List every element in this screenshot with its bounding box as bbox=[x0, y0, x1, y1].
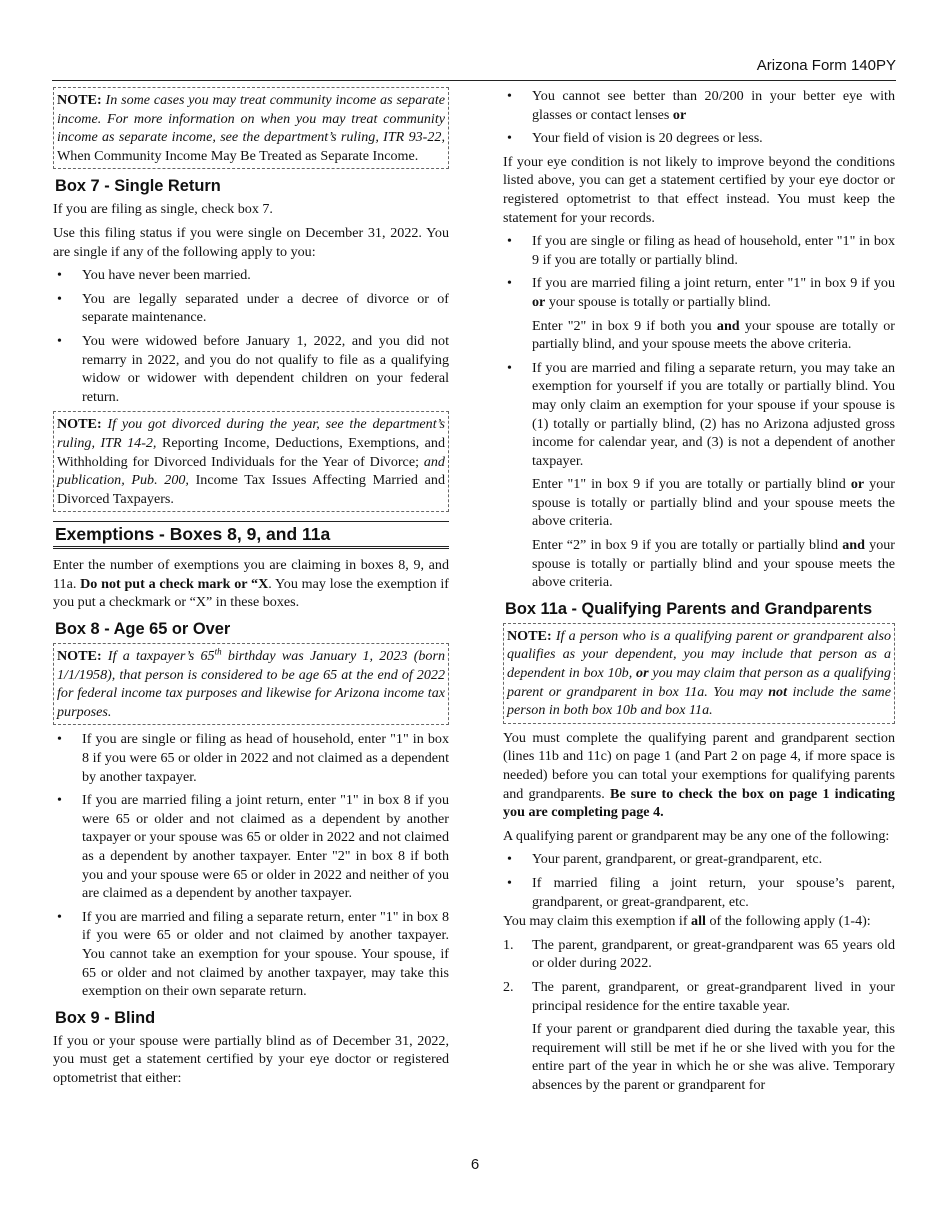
heading-box11a: Box 11a - Qualifying Parents and Grandparents bbox=[505, 599, 873, 618]
list-item-text: Your parent, grandparent, or great-grandparent, etc. bbox=[532, 851, 823, 868]
list-number: 2. bbox=[503, 978, 514, 995]
list-item-text: If you are married and filing a separate return, enter "1" in box 8 if you were 65 or older and not claimed by another taxpayer. You cannot take an exemption for your spouse. Your spouse, if 65 or older and not claimed by another taxpayer, may take this exemption on their own separate return. bbox=[82, 908, 449, 1000]
text: your spouse is totally or partially blind and your spouse meets the above criteria. bbox=[532, 476, 895, 530]
text-bold: and bbox=[716, 317, 740, 334]
list-item-text: You are legally separated under a decree of divorce or of separate maintenance. bbox=[82, 290, 449, 326]
heading-box8: Box 8 - Age 65 or Over bbox=[55, 620, 231, 639]
list-item: • If you are married filing a joint return, enter "1" in box 8 if you were 65 or older and not claimed as a dependent by another taxpayer or your spouse was 65 or older in 2022 and not claimed as a dependent by another taxpayer. Enter "2" in box 8 if both you and your spouse were 65 or older in 2022 and neither of you are claimed as a dependent by another taxpayer. bbox=[57, 792, 449, 902]
left-column bbox=[53, 87, 449, 1093]
page-number: 6 bbox=[470, 1156, 480, 1173]
bullet-list bbox=[53, 266, 449, 406]
paragraph bbox=[503, 729, 895, 822]
sub-paragraph bbox=[503, 475, 895, 531]
list-item bbox=[503, 936, 895, 973]
note-community-income bbox=[53, 87, 449, 169]
text: of the following apply (1-4): bbox=[705, 913, 871, 930]
heading-exemptions: Exemptions - Boxes 8, 9, and 11a bbox=[53, 521, 449, 549]
list-item-text: You have never been married. bbox=[82, 267, 251, 284]
bullet-list bbox=[503, 359, 895, 471]
note-divorce bbox=[53, 411, 449, 512]
list-item: • You are legally separated under a decree of divorce or of separate maintenance. bbox=[57, 290, 449, 326]
paragraph: Use this filing status if you were single on December 31, 2022. You are single if any of the following apply to you: bbox=[53, 224, 449, 260]
form-title: Arizona Form 140PY bbox=[756, 57, 896, 74]
text-bold: or bbox=[672, 106, 687, 123]
page-header bbox=[52, 57, 896, 81]
paragraph: If you or your spouse were partially blind as of December 31, 2022, you must get a statement certified by your eye doctor or registered optometrist that either: bbox=[53, 1032, 449, 1086]
text-bold: and bbox=[842, 537, 865, 554]
note-text: and publication, Pub. 200, bbox=[57, 453, 445, 489]
text: Enter “2” in box 9 if you are totally or partially blind bbox=[532, 537, 843, 554]
list-item-text: If you are married filing a joint return, enter "1" in box 8 if you were 65 or older and not claimed as a dependent by another taxpayer or your spouse was 65 or older in 2022 and not claimed as a dependent by another taxpayer. Enter "2" in box 8 if both you and your spouse were 65 or older in 2022 and neither of you are claimed as a dependent by another taxpayer. bbox=[82, 792, 449, 902]
list-item: • If you are single or filing as head of household, enter "1" in box 9 if you are totally or partially blind. bbox=[507, 233, 895, 268]
list-number: 1. bbox=[503, 936, 514, 953]
note-text: you may claim that person as a qualifying parent or grandparent in box 11a. You may bbox=[507, 665, 891, 700]
note-text-bold: not bbox=[768, 683, 788, 700]
note-end: . bbox=[414, 147, 419, 164]
list-item: • You cannot see better than 20/200 in your better eye with glasses or contact lenses or bbox=[507, 88, 895, 123]
list-item-text: your spouse is totally or partially blind. bbox=[545, 293, 771, 310]
list-item-text: If you are single or filing as head of household, enter "1" in box 8 if you were 65 or older in 2022 and not claimed as a dependent by another taxpayer. bbox=[82, 731, 449, 785]
note-text: If you got divorced during the year, see the department’s ruling, ITR 14-2, bbox=[57, 416, 445, 451]
text: . You may lose the exemption if you put a checkmark or “X” in these boxes. bbox=[53, 575, 450, 611]
note-label: NOTE: bbox=[507, 627, 552, 644]
text-bold: Be sure to check the box on page 1 indicating you are completing page 4. bbox=[503, 785, 895, 821]
paragraph bbox=[53, 556, 449, 612]
sub-paragraph bbox=[503, 317, 895, 354]
list-item-text: If you are single or filing as head of household, enter "1" in box 9 if you are totally or partially blind. bbox=[532, 233, 895, 268]
text: Enter "2" in box 9 if both you bbox=[532, 317, 717, 334]
list-item: • If you are married and filing a separate return, you may take an exemption for yourself if you are totally or partially blind. You may only claim an exemption for your spouse if your spouse is (1) totally or partially blind, (2) has no Arizona adjusted gross income for calendar year, and (3) is not a dependent of another taxpayer. bbox=[507, 359, 895, 469]
sub-paragraph bbox=[503, 536, 895, 592]
paragraph: A qualifying parent or grandparent may be any one of the following: bbox=[503, 827, 890, 844]
note-text: If a taxpayer’s 65 bbox=[107, 648, 215, 665]
list-item: • Your parent, grandparent, or great-grandparent, etc. bbox=[507, 851, 823, 868]
note-text-bold: or bbox=[636, 665, 649, 682]
heading-box7: Box 7 - Single Return bbox=[55, 177, 221, 196]
list-item: • Your field of vision is 20 degrees or less. bbox=[507, 130, 763, 147]
text-bold: or bbox=[850, 476, 865, 493]
note-text: In some cases you may treat community income as separate income. For more information on when you may treat community income as separate income, see the department’s ruling, ITR 93-22, bbox=[57, 92, 445, 146]
list-item-text: You were widowed before January 1, 2022, and you did not remarry in 2022, and you do not qualify to file as a qualifying widow or widower with dependent children on your federal return. bbox=[82, 332, 449, 405]
text: Enter the number of exemptions you are claiming in boxes 8, 9, and 11a. bbox=[53, 557, 449, 592]
note-label: NOTE: bbox=[57, 416, 102, 433]
bullet-list bbox=[503, 850, 895, 911]
list-item: • If you are married filing a joint return, enter "1" in box 9 if you or your spouse is totally or partially blind. bbox=[507, 275, 895, 310]
paragraph: If your eye condition is not likely to improve beyond the conditions listed above, you can get a statement certified by your eye doctor or registered optometrist to that effect instead. You must keep the statement for your records. bbox=[503, 153, 895, 226]
note-text: include the same person in both box 10b and box 11a. bbox=[507, 683, 891, 719]
list-item: • If married filing a joint return, your spouse’s parent, grandparent, or great-grandparent, etc. bbox=[507, 874, 895, 910]
list-item: • You have never been married. bbox=[57, 267, 251, 284]
note-text: Reporting Income, Deductions, Exemptions, and Withholding for Divorced Individuals for the Year of Divorce; bbox=[57, 434, 445, 470]
text: your spouse are totally or partially blind, and your spouse meets the above criteria. bbox=[532, 317, 895, 353]
note-label: NOTE: bbox=[57, 92, 102, 108]
list-item-text: Your field of vision is 20 degrees or less. bbox=[532, 130, 763, 147]
list-item: • If you are single or filing as head of household, enter "1" in box 8 if you were 65 or older in 2022 and not claimed as a dependent by another taxpayer. bbox=[57, 731, 449, 785]
text: You must complete the qualifying parent and grandparent section (lines 11b and 11c) on page 1 (and Part 2 on page 4, if more space is needed) before you can total your exemptions for qualifying parents and grandparents. bbox=[503, 729, 895, 802]
note-text: If a person who is a qualifying parent or grandparent also qualifies as your dependent, you may include that person as a dependent in box 10b, bbox=[507, 627, 891, 682]
paragraph bbox=[503, 912, 895, 931]
text-bold: Do not put a check mark or “X bbox=[80, 575, 269, 592]
numbered-list bbox=[503, 936, 895, 1015]
note-qualifying-parent bbox=[503, 623, 895, 724]
list-item: • You were widowed before January 1, 2022, and you did not remarry in 2022, and you do not qualify to file as a qualifying widow or widower with dependent children on your federal return. bbox=[57, 332, 449, 405]
paragraph: If you are filing as single, check box 7. bbox=[53, 201, 273, 218]
bullet-list bbox=[503, 232, 895, 311]
list-item-text: The parent, grandparent, or great-grandparent lived in your principal residence for the entire taxable year. bbox=[532, 978, 895, 1014]
text-bold: or bbox=[532, 293, 546, 310]
note-text: Income Tax Issues Affecting Married and Divorced Taxpayers. bbox=[57, 472, 445, 507]
list-item-text: If you are married filing a joint return, enter "1" in box 9 if you bbox=[532, 275, 895, 292]
note-ruling-title: When Community Income May Be Treated as Separate Income bbox=[57, 147, 415, 164]
right-column bbox=[503, 87, 895, 1100]
list-item bbox=[503, 978, 895, 1015]
note-age65 bbox=[53, 643, 449, 725]
note-text: birthday was January 1, 2023 (born 1/1/1958), that person is considered to be age 65 at the end of 2022 for federal income tax purposes and likewise for Arizona income tax purposes. bbox=[57, 648, 446, 720]
text-bold: all bbox=[691, 913, 706, 930]
note-label: NOTE: bbox=[57, 648, 102, 665]
list-item-text: The parent, grandparent, or great-grandparent was 65 years old or older during 2022. bbox=[532, 936, 895, 972]
text: You may claim this exemption if bbox=[503, 913, 692, 930]
list-item-text: You cannot see better than 20/200 in your better eye with glasses or contact lenses bbox=[532, 88, 895, 123]
bullet-list bbox=[503, 87, 895, 148]
text: Enter "1" in box 9 if you are totally or partially blind bbox=[532, 476, 851, 493]
heading-box9: Box 9 - Blind bbox=[55, 1008, 156, 1027]
text: your spouse is totally or partially blind and your spouse meets the above criteria. bbox=[532, 537, 895, 591]
list-item-text: If married filing a joint return, your spouse’s parent, grandparent, or great-grandparent, etc. bbox=[532, 874, 895, 910]
sub-paragraph: If your parent or grandparent died during the taxable year, this requirement will still be met if he or she lived with you for the entire part of the year in which he or she was alive. Temporary absences by the parent or grandparent for bbox=[532, 1021, 895, 1093]
bullet-list bbox=[53, 730, 449, 1000]
list-item: • If you are married and filing a separate return, enter "1" in box 8 if you were 65 or older and not claimed by another taxpayer. You cannot take an exemption for your spouse. Your spouse, if 65 or older and not claimed by another taxpayer, may take this exemption on their own separate return. bbox=[57, 908, 449, 1000]
superscript: th bbox=[214, 646, 222, 657]
list-item-text: If you are married and filing a separate return, you may take an exemption for yourself if you are totally or partially blind. You may only claim an exemption for your spouse if your spouse is (1) totally or partially blind, (2) has no Arizona adjusted gross income for calendar year, and (3) is not a dependent of another taxpayer. bbox=[532, 359, 895, 469]
